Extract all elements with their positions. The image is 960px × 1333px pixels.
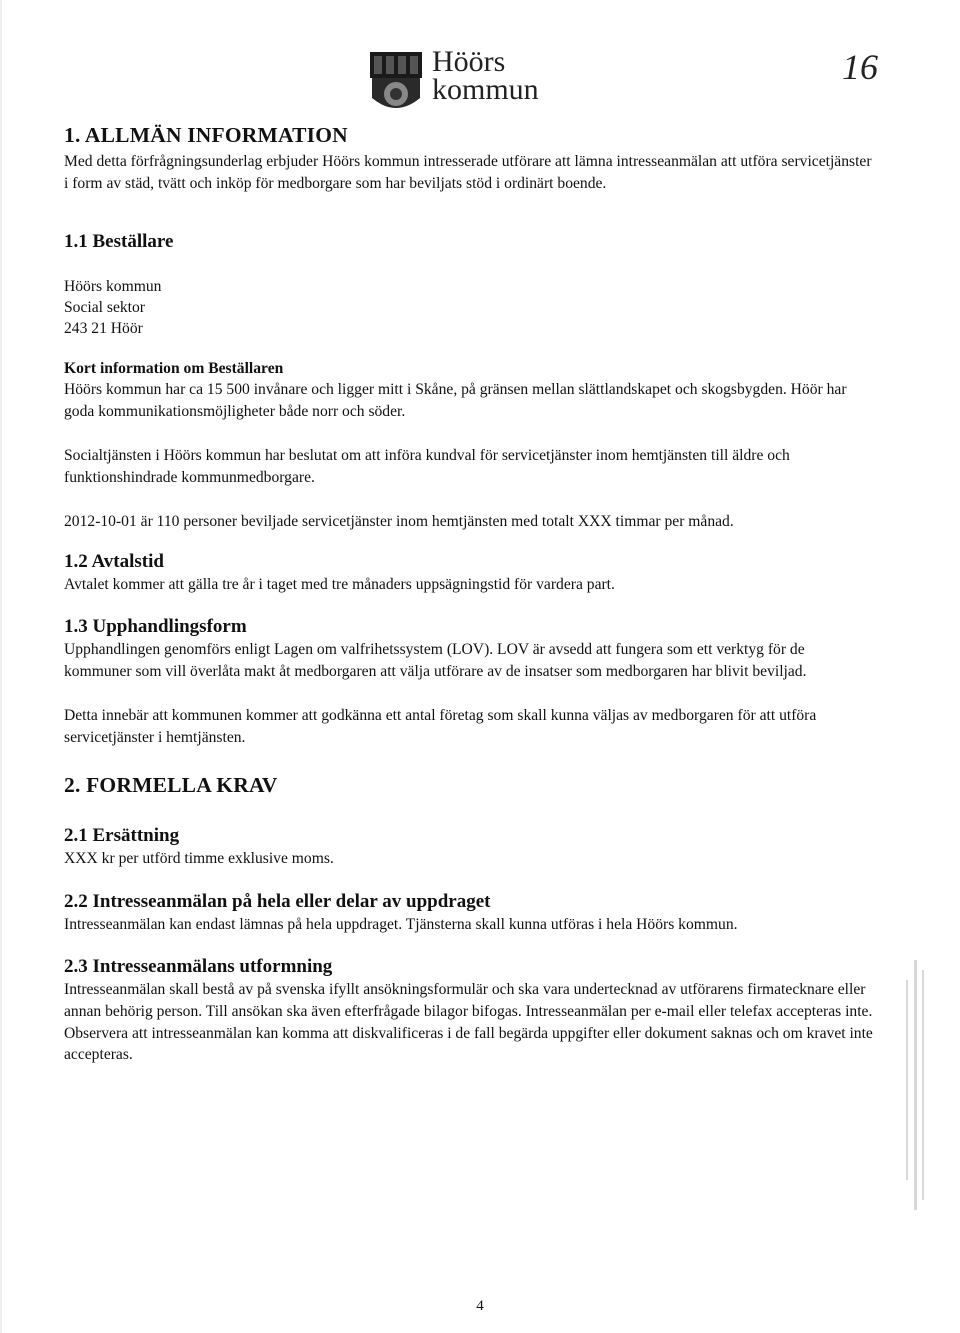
buyer-info-p3: 2012-10-01 är 110 personer beviljade servicetjänster inom hemtjänsten med totalt XXX timmar per månad. (64, 512, 734, 530)
handwritten-page-number: 16 (842, 47, 878, 87)
section-2-3-text: Intresseanmälan skall bestå av på svenska ifyllt ansökningsformulär och ska vara undertecknad av utförarens firmatecknare eller annan behörig person. Till ansökan ska även efterfrågade bilagor bifogas. Intresseanmälan per e-mail eller telefax accepteras inte. Observera att intresseanmälan kan komma att diskvalificeras i de fall begärda uppgifter eller dokument saknas och om kravet inte accepteras. (64, 980, 873, 1064)
buyer-info-p2: Socialtjänsten i Höörs kommun har beslutat om att införa kundval för servicetjänster inom hemtjänsten till äldre och funktionshindrade kommunmedborgare. (64, 446, 790, 486)
section-2-title: 2. FORMELLA KRAV (64, 773, 278, 798)
section-1-title: 1. ALLMÄN INFORMATION (64, 123, 348, 147)
document-body (64, 122, 874, 1066)
address-line-2: Social sektor (64, 298, 145, 316)
section-1-2-title: 1.2 Avtalstid (64, 551, 164, 573)
section-1-3-title: 1.3 Upphandlingsform (64, 616, 247, 638)
address-line-3: 243 21 Höör (64, 319, 143, 337)
buyer-info-p1: Höörs kommun har ca 15 500 invånare och ligger mitt i Skåne, på gränsen mellan slättlandskapet och skogsbygden. Höör har goda kommunikationsmöjligheter både norr och söder. (64, 381, 847, 421)
section-1-intro: Med detta förfrågningsunderlag erbjuder Höörs kommun intresserade utförare att lämna intresseanmälan att utföra servicetjänster i form av städ, tvätt och inköp för medborgare som har beviljats stöd i ordinärt boende. (64, 153, 872, 192)
section-2-1-title: 2.1 Ersättning (64, 825, 180, 847)
section-1-1-title: 1.1 Beställare (64, 230, 174, 252)
logo-line-1: Höörs (432, 45, 506, 78)
section-2-2-title: 2.2 Intresseanmälan på hela eller delar av uppdraget (64, 891, 491, 913)
section-2-3-title: 2.3 Intresseanmälans utformning (64, 955, 333, 977)
section-1-2-text: Avtalet kommer att gälla tre år i taget med tre månaders uppsägningstid för vardera part. (64, 576, 615, 594)
scan-stamp-mark (878, 960, 938, 1220)
buyer-info-heading: Kort information om Beställaren (64, 359, 284, 377)
section-1-3-p1: Upphandlingen genomförs enligt Lagen om valfrihetssystem (LOV). LOV är avsedd att fungera som ett verktyg för de kommuner som vill överlåta makt åt medborgaren att välja utförare av de insatser som medborgaren har blivit beviljad. (64, 641, 807, 680)
buyer-address (64, 276, 874, 339)
scan-edge (0, 0, 2, 1333)
section-2-2-text: Intresseanmälan kan endast lämnas på hela uppdraget. Tjänsterna skall kunna utföras i hela Höörs kommun. (64, 916, 738, 934)
logo-wordmark (432, 45, 539, 106)
section-1-3-p2: Detta innebär att kommunen kommer att godkänna ett antal företag som skall kunna väljas av medborgaren för att utföra servicetjänster i hemtjänsten. (64, 706, 817, 746)
logo-line-2: kommun (432, 73, 539, 106)
address-line-1: Höörs kommun (64, 277, 162, 295)
section-2-1-text: XXX kr per utförd timme exklusive moms. (64, 850, 334, 868)
page-number: 4 (476, 1298, 484, 1314)
municipality-crest-icon (368, 48, 430, 120)
